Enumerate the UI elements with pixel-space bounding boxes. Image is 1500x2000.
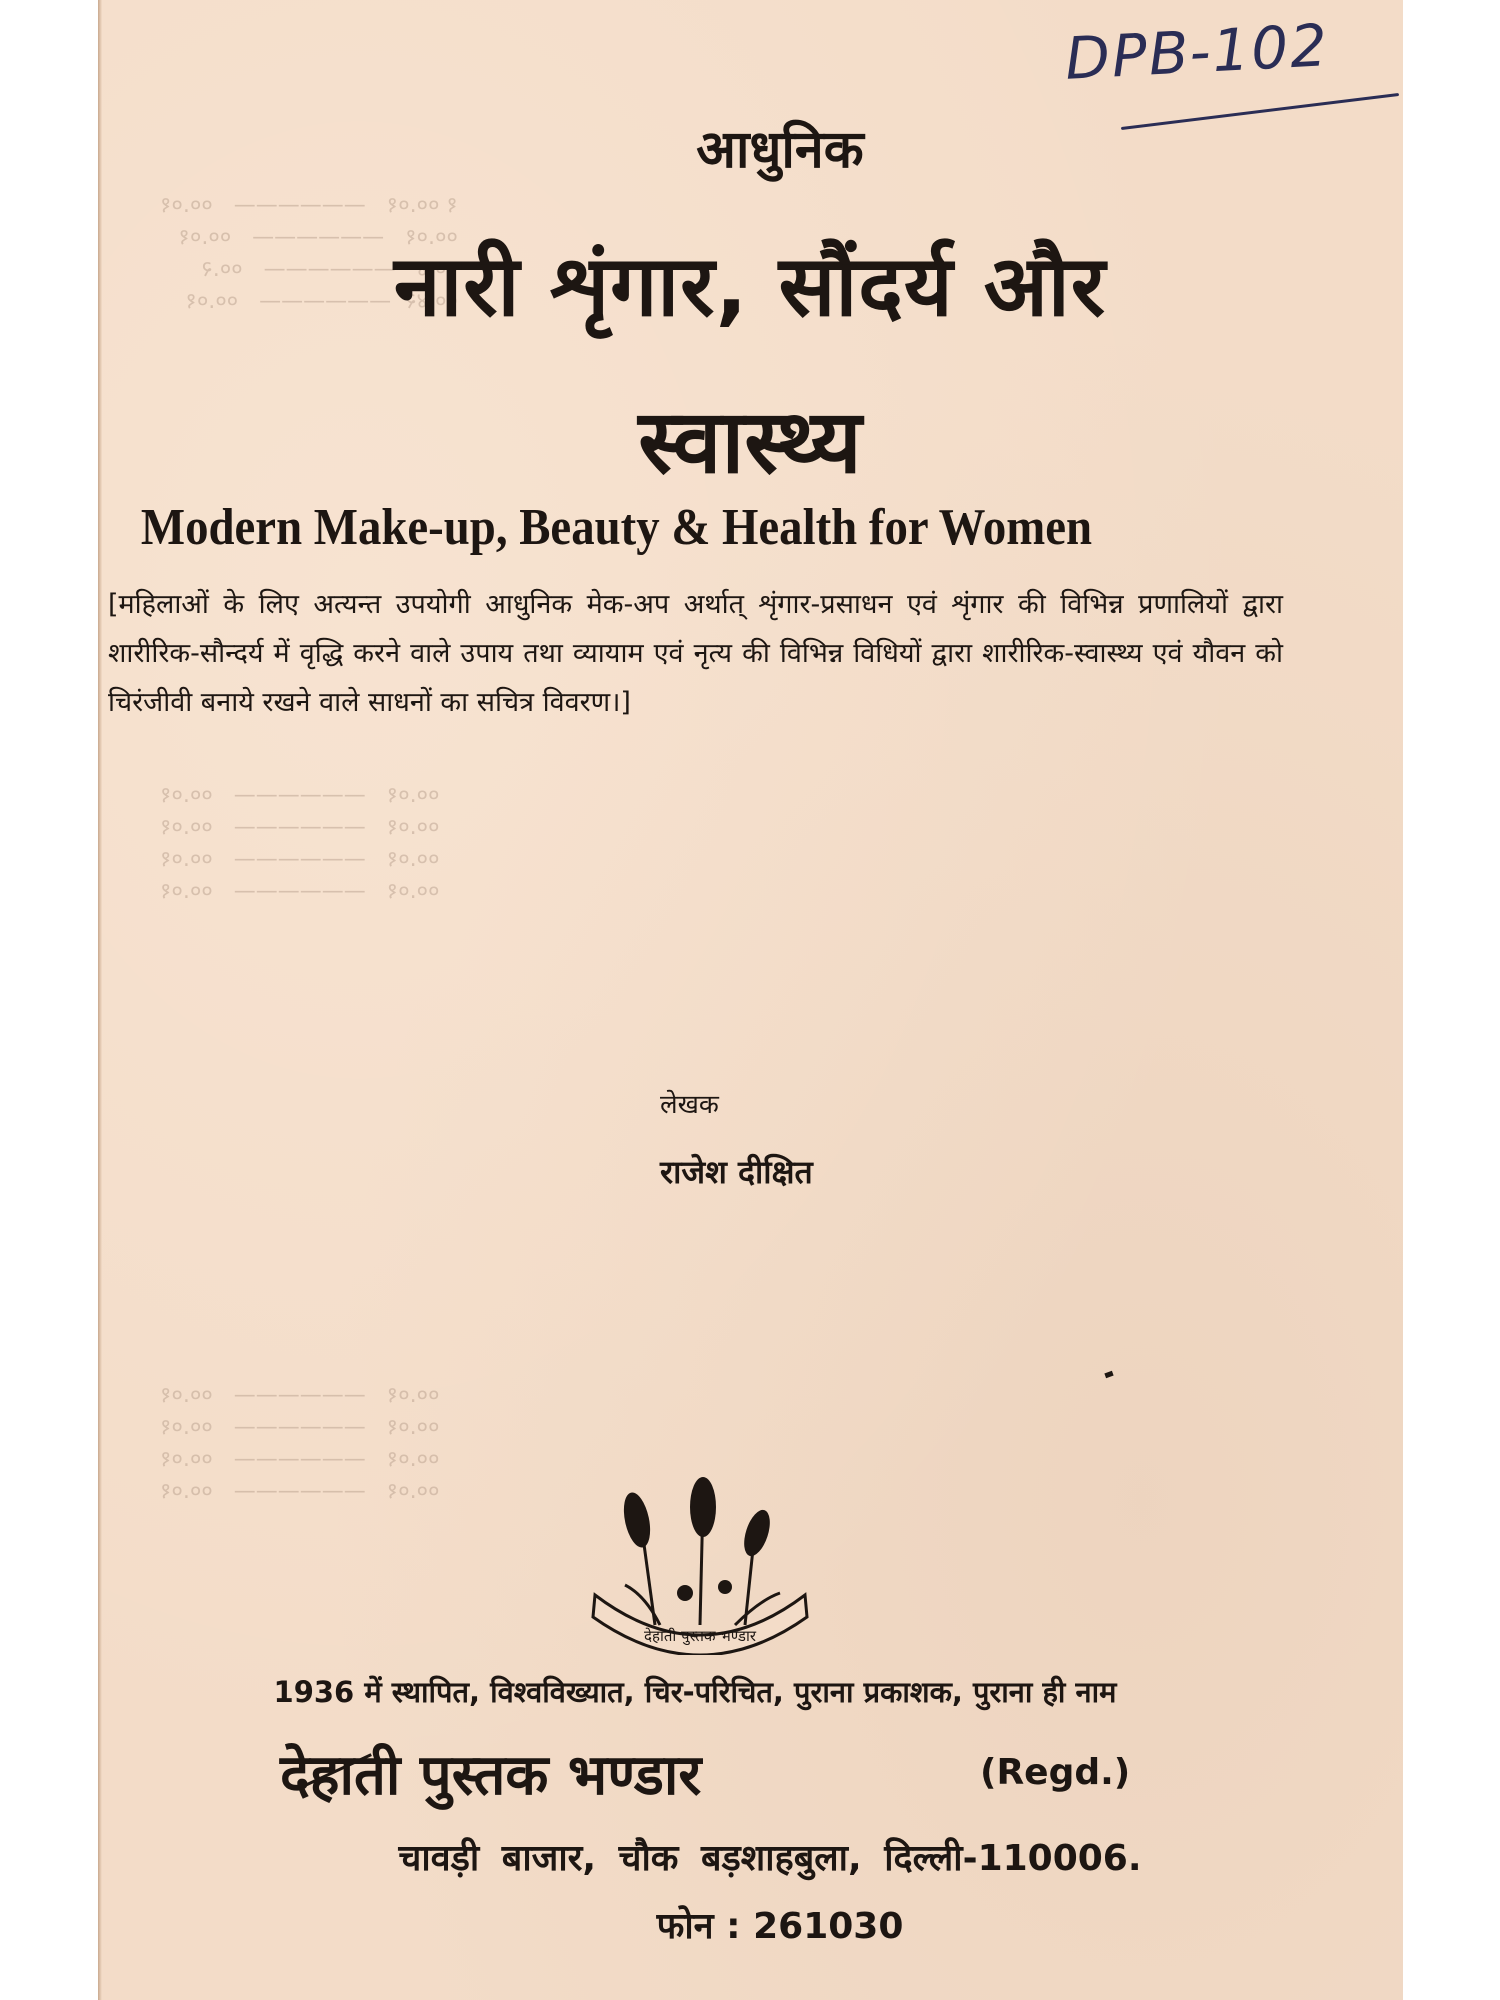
author-label: लेखक — [660, 1090, 719, 1120]
english-title: Modern Make-up, Beauty & Health for Women — [140, 499, 1093, 556]
logo-banner-text: देहाती पुस्तक भण्डार — [644, 1627, 756, 1645]
author-name: राजेश दीक्षित — [660, 1153, 813, 1191]
show-through-text: १ ००.०१ —————— ००.०१ ००.०१ —————— ००.०१ ००.४ —————— ००.२ ००.४२ —————— ००.०१ — [160, 193, 458, 314]
publisher-address: चावड़ी बाजार, चौक बड़शाहबुला, दिल्ली-110006. — [398, 1838, 1142, 1879]
publisher-phone: फोन : 261030 — [656, 1906, 904, 1947]
main-title-line2: स्वास्थ्य — [638, 390, 862, 493]
book-description: [महिलाओं के लिए अत्यन्त उपयोगी आधुनिक मेक-अप अर्थात् शृंगार-प्रसाधन एवं शृंगार की विभिन्न प्रणालियों द्वारा शारीरिक-सौन्दर्य में वृद्धि करने वाले उपाय तथा व्यायाम एवं नृत्य की विभिन्न विधियों द्वारा शारीरिक-स्वास्थ्य एवं यौवन को चिरंजीवी बनाये रखने वाले साधनों का सचित्र विवरण।] — [108, 589, 1283, 718]
handwritten-code: DPB-102 — [1063, 11, 1331, 93]
publisher-tagline: 1936 में स्थापित, विश्वविख्यात, चिर-परिचित, पुराना प्रकाशक, पुराना ही नाम — [273, 1675, 1117, 1709]
publisher-logo — [585, 1475, 815, 1655]
show-through-text: ००.०१ —————— ००.०१ ००.०१ —————— ००.०१ ००.०१ —————— ००.०१ ००.०१ —————— ००.०१ — [160, 1383, 440, 1504]
show-through-text: ००.०१ —————— ००.०१ ००.०१ —————— ००.०१ ००.०१ —————— ००.०१ ००.०१ —————— ००.०१ — [160, 783, 440, 904]
registered-mark: (Regd.) — [980, 1752, 1131, 1793]
title-prefix: आधुनिक — [696, 120, 864, 180]
main-title-line1: नारी शृंगार, सौंदर्य और — [393, 237, 1107, 335]
publisher-name: देहाती पुस्तक भण्डार — [280, 1743, 702, 1808]
